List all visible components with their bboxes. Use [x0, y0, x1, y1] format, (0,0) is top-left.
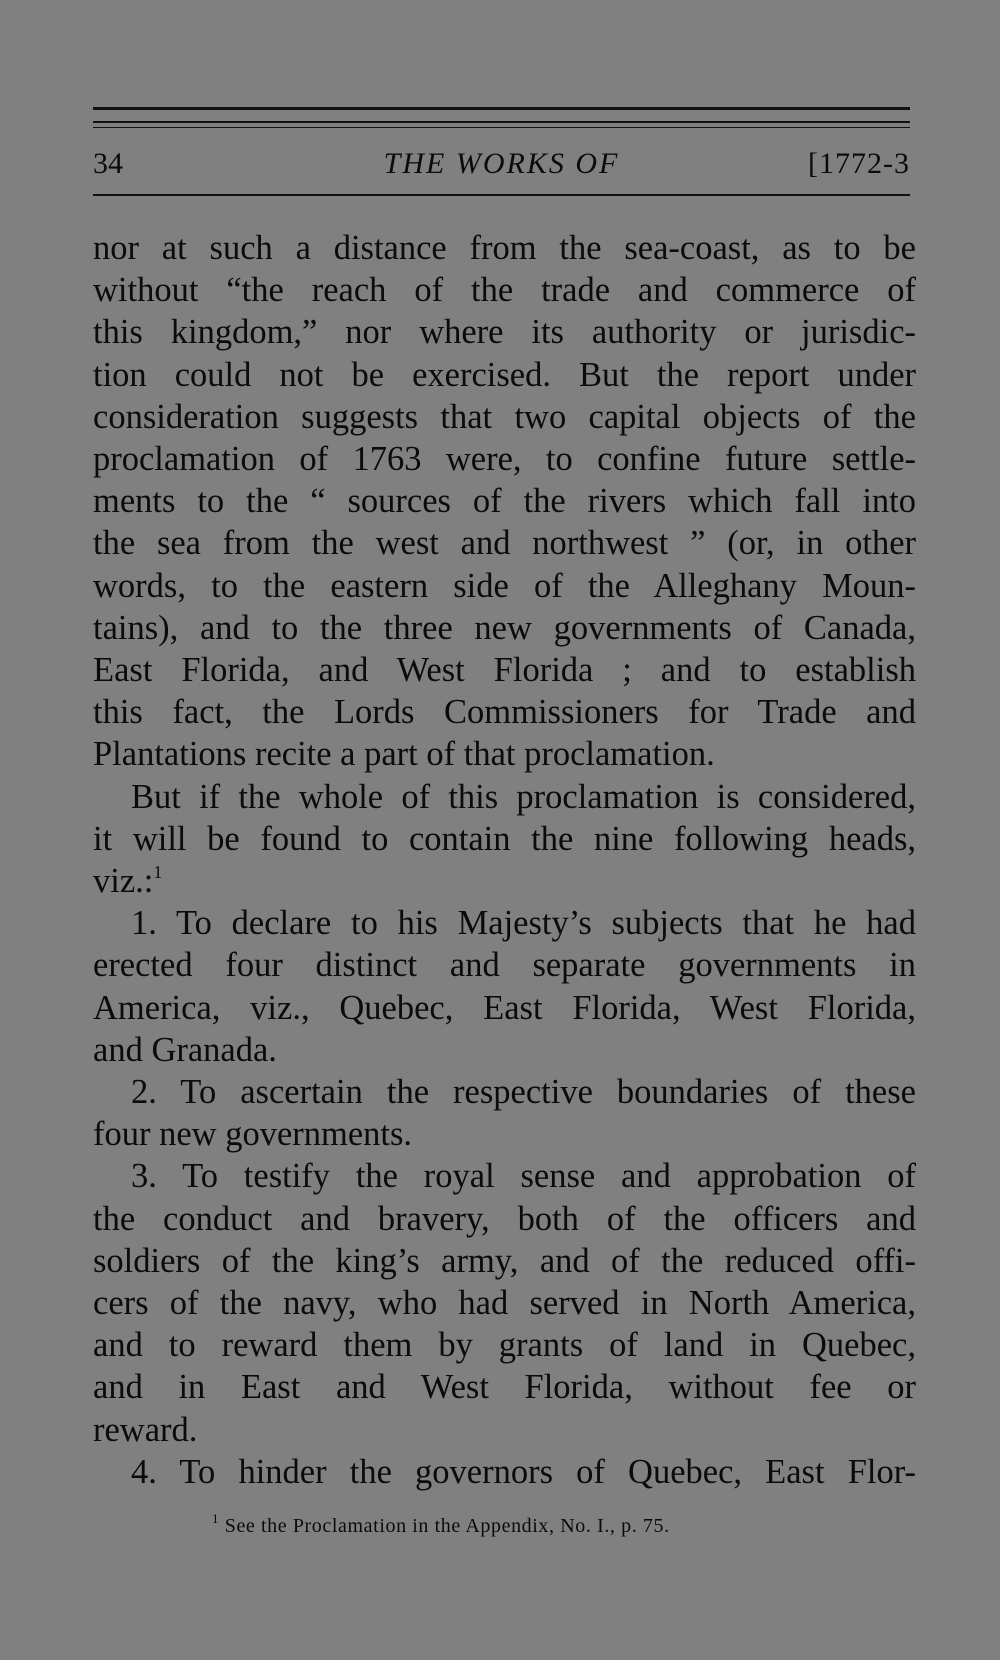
- text-line: America, viz., Quebec, East Florida, West Florida,: [93, 988, 916, 1027]
- text-line: [93, 860, 916, 902]
- running-title: THE WORKS OF: [383, 147, 620, 180]
- text-line: erected four distinct and separate governments in: [93, 946, 916, 985]
- text-line: East Florida, and West Florida ; and to establish: [93, 651, 916, 690]
- text-line: ments to the “ sources of the rivers which fall into: [93, 482, 916, 521]
- footnote-text: See the Proclamation in the Appendix, No. I., p. 75.: [224, 1515, 670, 1537]
- top-rule: [93, 107, 910, 110]
- text-line: cers of the navy, who had served in North America,: [93, 1284, 916, 1323]
- text-line: this kingdom,” nor where its authority or jurisdic-: [93, 313, 916, 352]
- paragraph: [93, 776, 916, 903]
- text-line: and Granada.: [93, 1030, 277, 1069]
- text-line: it will be found to contain the nine following heads,: [93, 819, 916, 858]
- text-line: 1. To declare to his Majesty’s subjects that he had: [131, 904, 916, 943]
- header-rule: [93, 194, 910, 196]
- text-line: 2. To ascertain the respective boundaries of these: [131, 1073, 916, 1112]
- text-line: Plantations recite a part of that proclamation.: [93, 735, 715, 774]
- text-line: proclamation of 1763 were, to confine future settle-: [93, 440, 916, 479]
- text-line: tion could not be exercised. But the report under: [93, 355, 916, 394]
- text-line: tains), and to the three new governments of Canada,: [93, 608, 916, 647]
- top-rule: [93, 127, 910, 128]
- year-range: [1772-3: [808, 147, 910, 180]
- text-line: consideration suggests that two capital objects of the: [93, 397, 916, 436]
- top-rule: [93, 121, 910, 123]
- text-line: reward.: [93, 1410, 198, 1449]
- text-line: this fact, the Lords Commissioners for Trade and: [93, 693, 916, 732]
- numbered-item: [93, 902, 916, 1071]
- text-line: and in East and West Florida, without fee or: [93, 1368, 916, 1407]
- text-line: the sea from the west and northwest ” (or, in other: [93, 524, 916, 563]
- footnote-marker: 1: [212, 1511, 220, 1526]
- text-line: But if the whole of this proclamation is considered,: [131, 777, 916, 816]
- numbered-item: [93, 1071, 916, 1155]
- text-line: words, to the eastern side of the Alleghany Moun-: [93, 566, 916, 605]
- text-fragment: viz.:: [93, 862, 154, 901]
- paragraph: [93, 227, 916, 776]
- numbered-item: [93, 1451, 916, 1493]
- text-line: four new governments.: [93, 1115, 413, 1154]
- footnote-reference: 1: [153, 862, 163, 883]
- running-head: [93, 142, 910, 186]
- text-line: 3. To testify the royal sense and approbation of: [131, 1157, 916, 1196]
- body-text: [93, 227, 916, 1493]
- text-line: the conduct and bravery, both of the officers and: [93, 1199, 916, 1238]
- text-line: and to reward them by grants of land in Quebec,: [93, 1326, 916, 1365]
- text-line: soldiers of the king’s army, and of the reduced offi-: [93, 1241, 916, 1280]
- text-line: nor at such a distance from the sea-coast, as to be: [93, 229, 916, 267]
- text-line: without “the reach of the trade and commerce of: [93, 271, 916, 310]
- numbered-item: [93, 1155, 916, 1450]
- footnote: [212, 1512, 670, 1540]
- text-line: 4. To hinder the governors of Quebec, East Flor-: [131, 1452, 916, 1491]
- page-number: 34: [93, 147, 123, 180]
